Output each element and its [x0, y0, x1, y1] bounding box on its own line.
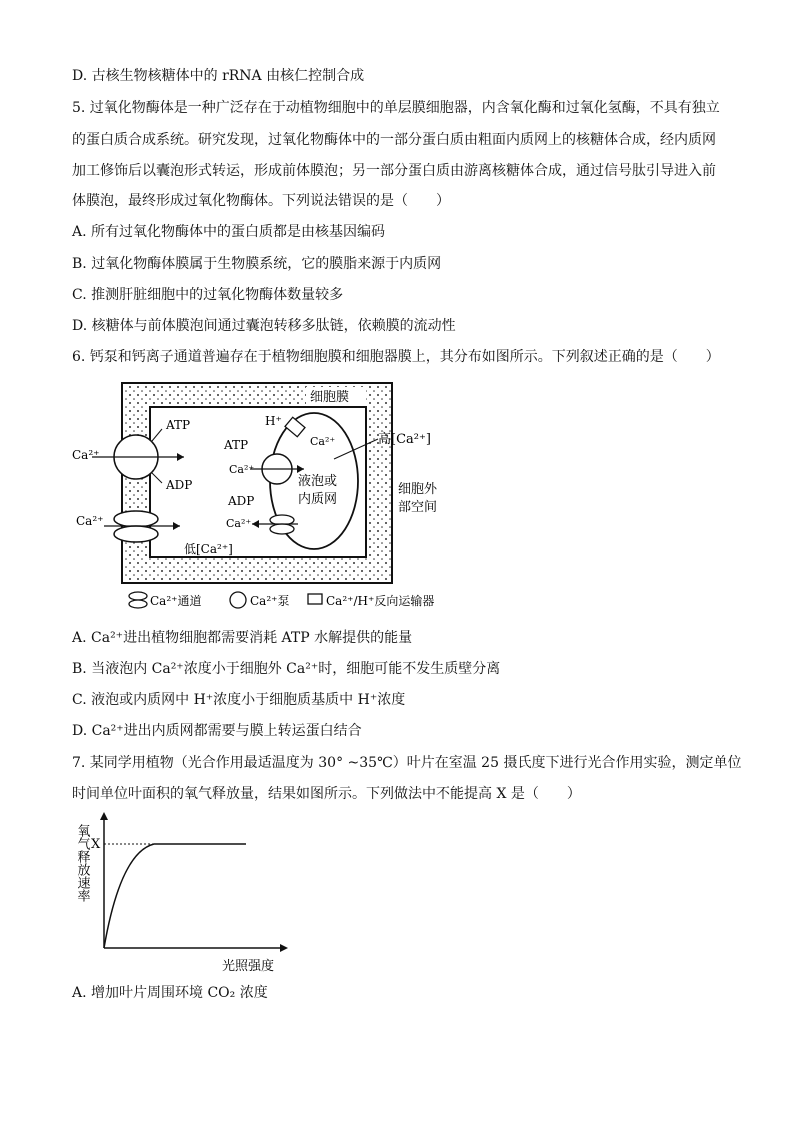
legend-antiporter-label: Ca²⁺/H⁺反向运输器	[326, 594, 435, 608]
low-ca-label: 低[Ca²⁺]	[184, 542, 233, 556]
q5-option-a: A. 所有过氧化物酶体中的蛋白质都是由核基因编码	[72, 224, 386, 240]
oxygen-release-graph	[72, 810, 292, 975]
extracellular-label-2: 部空间	[398, 500, 438, 515]
q6-stem: 6. 钙泵和钙离子通道普遍存在于植物细胞膜和细胞器膜上，其分布如图所示。下列叙述正确的是（ ）	[72, 349, 720, 365]
organelle-label-1: 液泡或	[298, 474, 338, 489]
ca-label-antiporter: Ca²⁺	[310, 435, 336, 448]
legend-channel-label: Ca²⁺通道	[150, 594, 202, 608]
atp-label-organelle: ATP	[224, 438, 249, 452]
h-label: H⁺	[265, 414, 282, 428]
q5-stem-line-3: 加工修饰后以囊泡形式转运，形成前体膜泡；另一部分蛋白质由游离核糖体合成，通过信号肽引导进入前	[72, 163, 716, 179]
organelle-channel-bottom	[270, 524, 294, 534]
q6-option-b: B. 当液泡内 Ca²⁺浓度小于细胞外 Ca²⁺时，细胞可能不发生质壁分离	[72, 661, 501, 677]
q6-option-a: A. Ca²⁺进出植物细胞都需要消耗 ATP 水解提供的能量	[72, 630, 413, 646]
q5-option-b: B. 过氧化物酶体膜属于生物膜系统，它的膜脂来源于内质网	[72, 256, 442, 272]
plasma-membrane-channel-bottom	[114, 526, 158, 542]
atp-label-left: ATP	[166, 418, 191, 432]
x-axis-label: 光照强度	[222, 959, 275, 974]
calcium-transport-diagram	[72, 377, 492, 617]
plateau-label: X	[91, 837, 101, 852]
high-ca-label: 高[Ca²⁺]	[378, 432, 431, 447]
legend	[129, 592, 434, 608]
q6-option-d: D. Ca²⁺进出内质网都需要与膜上转运蛋白结合	[72, 723, 362, 739]
q7-option-a: A. 增加叶片周围环境 CO₂ 浓度	[72, 985, 268, 1001]
ca-label-outside: Ca²⁺	[72, 448, 100, 462]
adp-label-left: ADP	[166, 478, 193, 492]
legend-pump-label: Ca²⁺泵	[250, 594, 290, 608]
membrane-label: 细胞膜	[310, 390, 350, 405]
q5-stem-line-4: 体膜泡，最终形成过氧化物酶体。下列说法错误的是（ ）	[72, 193, 450, 209]
ca-label-organelle-channel: Ca²⁺	[226, 517, 252, 530]
q5-stem-line-1: 5. 过氧化物酶体是一种广泛存在于动植物细胞中的单层膜细胞器，内含氧化酶和过氧化氢酶，不具有独立	[72, 100, 720, 116]
y-axis-label: 氧气释放速率	[74, 824, 90, 902]
plasma-membrane-channel-top	[114, 511, 158, 527]
q5-option-d: D. 核糖体与前体膜泡间通过囊泡转移多肽链，依赖膜的流动性	[72, 318, 456, 334]
q5-option-c: C. 推测肝脏细胞中的过氧化物酶体数量较多	[72, 287, 344, 303]
adp-label-organelle: ADP	[228, 494, 255, 508]
ca-label-channel: Ca²⁺	[76, 514, 104, 528]
q4-option-d: D. 古核生物核糖体中的 rRNA 由核仁控制合成	[72, 68, 365, 84]
response-curve	[104, 844, 246, 948]
q5-stem-line-2: 的蛋白质合成系统。研究发现，过氧化物酶体中的一部分蛋白质由粗面内质网上的核糖体合成，经内质网	[72, 132, 716, 148]
extracellular-label-1: 细胞外	[398, 482, 438, 497]
organelle-label-2: 内质网	[298, 492, 338, 507]
q6-option-c: C. 液泡或内质网中 H⁺浓度小于细胞质基质中 H⁺浓度	[72, 692, 406, 708]
q7-stem-line-2: 时间单位叶面积的氧气释放量，结果如图所示。下列做法中不能提高 X 是（ ）	[72, 786, 581, 802]
ca-label-organelle: Ca²⁺	[229, 463, 255, 476]
q7-stem-line-1: 7. 某同学用植物（光合作用最适温度为 30° ~35℃）叶片在室温 25 摄氏度下进行光合作用实验，测定单位	[72, 755, 742, 771]
